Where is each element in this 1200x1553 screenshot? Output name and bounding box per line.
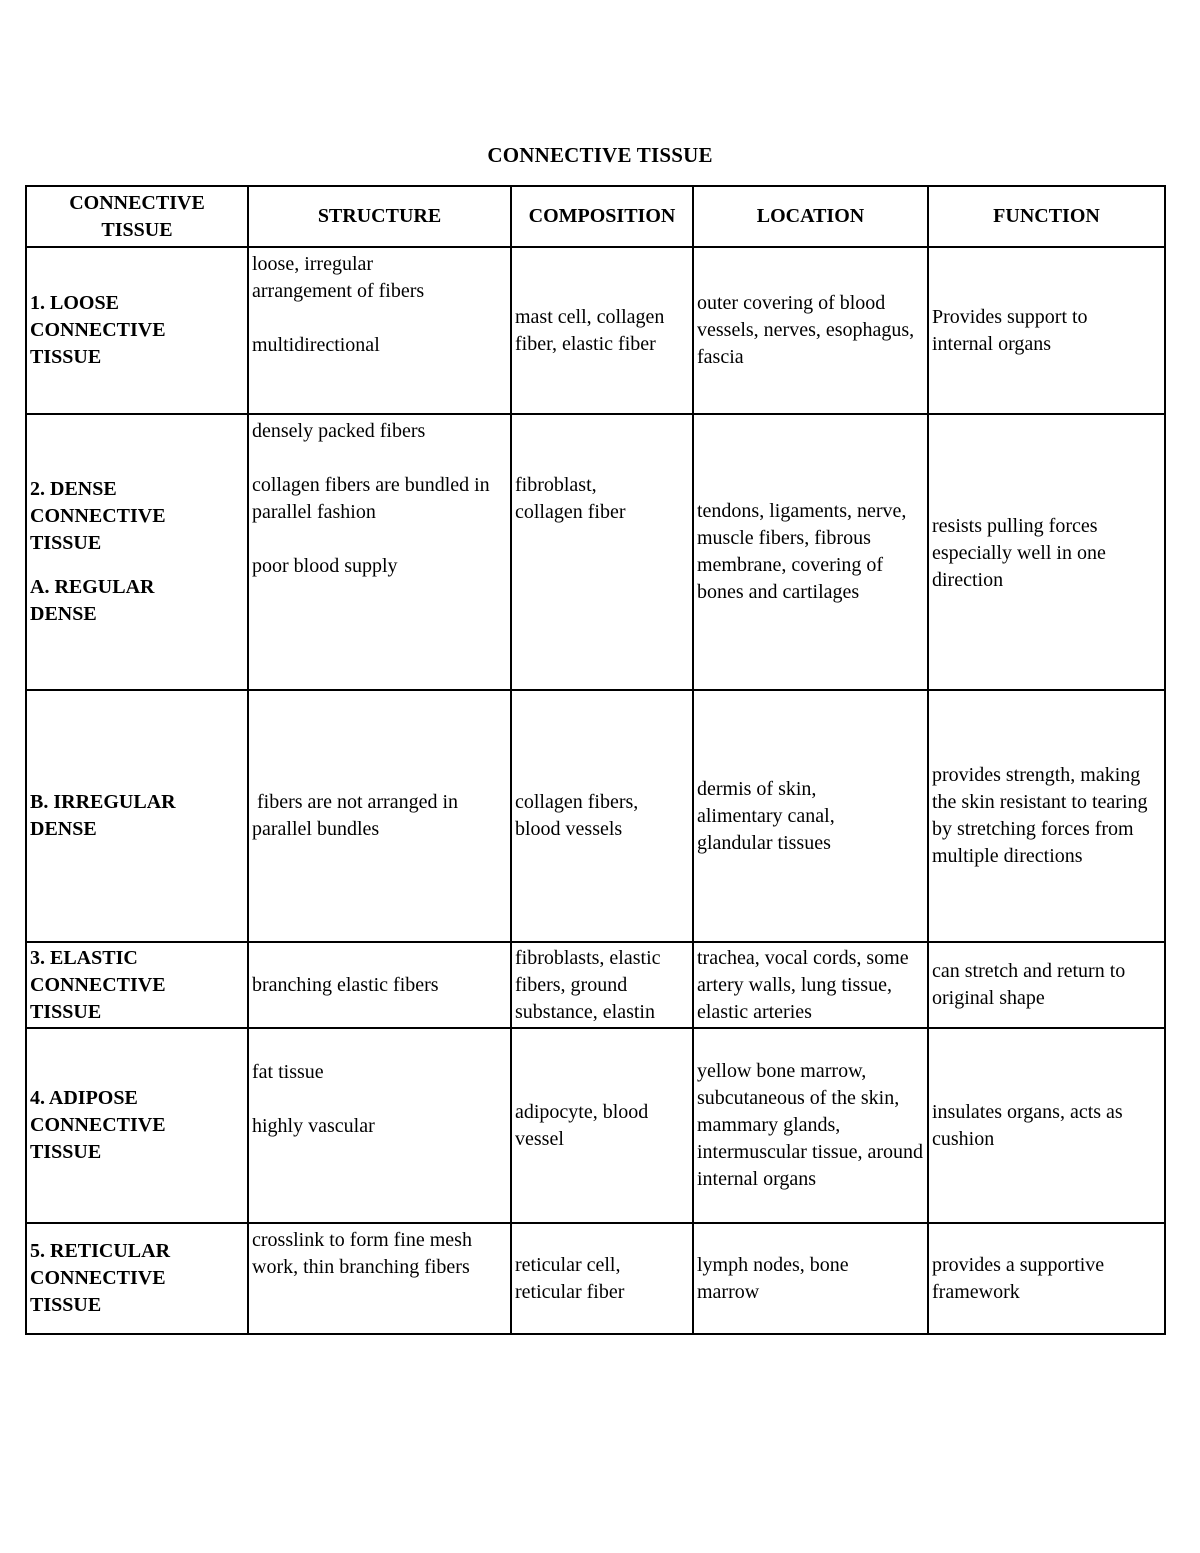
- location-cell: [694, 691, 929, 943]
- structure-cell: [249, 1029, 512, 1224]
- tissue-name: 3. ELASTIC CONNECTIVE TISSUE: [30, 946, 166, 1023]
- location-text: dermis of skin, alimentary canal, glandular tissues: [697, 777, 835, 854]
- function-cell: [929, 1224, 1164, 1333]
- structure-cell: [249, 1224, 512, 1333]
- function-text: insulates organs, acts as cushion: [932, 1100, 1123, 1150]
- tissue-subname: A. REGULAR DENSE: [30, 576, 155, 625]
- structure-text: highly vascular: [252, 1115, 375, 1137]
- structure-text: poor blood supply: [252, 555, 398, 577]
- connective-tissue-table: [25, 185, 1166, 1335]
- function-text: provides a supportive framework: [932, 1253, 1105, 1303]
- structure-text: branching elastic fibers: [252, 973, 439, 996]
- location-cell: [694, 1224, 929, 1333]
- location-text: tendons, ligaments, nerve, muscle fibers, fibrous membrane, covering of bones and cartilages: [697, 500, 907, 603]
- structure-text: fibers are not arranged in parallel bundles: [252, 791, 464, 840]
- structure-text: loose, irregular arrangement of fibers: [252, 253, 425, 302]
- composition-cell: [512, 415, 694, 691]
- tissue-name: B. IRREGULAR DENSE: [30, 791, 176, 840]
- structure-text: fat tissue: [252, 1061, 324, 1083]
- tissue-name-cell: [27, 415, 249, 691]
- location-cell: [694, 943, 929, 1029]
- tissue-name-cell: [27, 943, 249, 1029]
- header-function: [929, 187, 1164, 248]
- header-structure: [249, 187, 512, 248]
- header-label: COMPOSITION: [528, 205, 676, 227]
- function-text: resists pulling forces especially well in one direction: [932, 515, 1106, 591]
- location-cell: [694, 415, 929, 691]
- header-label: LOCATION: [756, 205, 865, 227]
- structure-cell: [249, 691, 512, 943]
- composition-text: collagen fibers, blood vessels: [515, 791, 639, 840]
- structure-text: densely packed fibers: [252, 420, 426, 442]
- structure-text: multidirectional: [252, 334, 380, 356]
- document-title: CONNECTIVE TISSUE: [487, 143, 713, 167]
- function-cell: [929, 1029, 1164, 1224]
- tissue-name: 4. ADIPOSE CONNECTIVE TISSUE: [30, 1087, 166, 1163]
- composition-text: fibroblast, collagen fiber: [515, 474, 626, 523]
- header-connective-tissue: [27, 187, 249, 248]
- location-text: lymph nodes, bone marrow: [697, 1253, 849, 1303]
- function-text: Provides support to internal organs: [932, 305, 1088, 355]
- composition-cell: [512, 1029, 694, 1224]
- tissue-name-cell: [27, 691, 249, 943]
- composition-text: reticular cell, reticular fiber: [515, 1253, 625, 1303]
- tissue-name-cell: [27, 1029, 249, 1224]
- header-label: STRUCTURE: [317, 205, 442, 227]
- location-text: trachea, vocal cords, some artery walls, lung tissue, elastic arteries: [697, 946, 909, 1023]
- tissue-name-cell: [27, 248, 249, 415]
- composition-cell: [512, 943, 694, 1029]
- function-cell: [929, 415, 1164, 691]
- header-label: FUNCTION: [993, 205, 1100, 227]
- header-location: [694, 187, 929, 248]
- tissue-name: 5. RETICULAR CONNECTIVE TISSUE: [30, 1240, 171, 1316]
- location-text: outer covering of blood vessels, nerves, esophagus, fascia: [697, 292, 915, 368]
- function-cell: [929, 691, 1164, 943]
- location-text: yellow bone marrow, subcutaneous of the skin, mammary glands, intermuscular tissue, around internal organs: [697, 1060, 924, 1190]
- composition-text: adipocyte, blood vessel: [515, 1100, 649, 1150]
- header-label: CONNECTIVE TISSUE: [69, 191, 205, 241]
- location-cell: [694, 248, 929, 415]
- function-text: can stretch and return to original shape: [932, 960, 1126, 1009]
- tissue-name: 1. LOOSE CONNECTIVE TISSUE: [30, 292, 166, 368]
- composition-cell: [512, 248, 694, 415]
- function-cell: [929, 943, 1164, 1029]
- structure-cell: [249, 415, 512, 691]
- location-cell: [694, 1029, 929, 1224]
- structure-text: crosslink to form fine mesh work, thin branching fibers: [252, 1229, 472, 1278]
- composition-text: fibroblasts, elastic fibers, ground substance, elastin: [515, 946, 661, 1023]
- composition-text: mast cell, collagen fiber, elastic fiber: [515, 305, 665, 355]
- structure-cell: [249, 248, 512, 415]
- tissue-name-cell: [27, 1224, 249, 1333]
- header-composition: [512, 187, 694, 248]
- structure-cell: [249, 943, 512, 1029]
- function-text: provides strength, making the skin resistant to tearing by stretching forces from multiple directions: [932, 764, 1148, 867]
- composition-cell: [512, 691, 694, 943]
- structure-text: collagen fibers are bundled in parallel fashion: [252, 474, 490, 523]
- function-cell: [929, 248, 1164, 415]
- composition-cell: [512, 1224, 694, 1333]
- tissue-name: 2. DENSE CONNECTIVE TISSUE: [30, 478, 166, 554]
